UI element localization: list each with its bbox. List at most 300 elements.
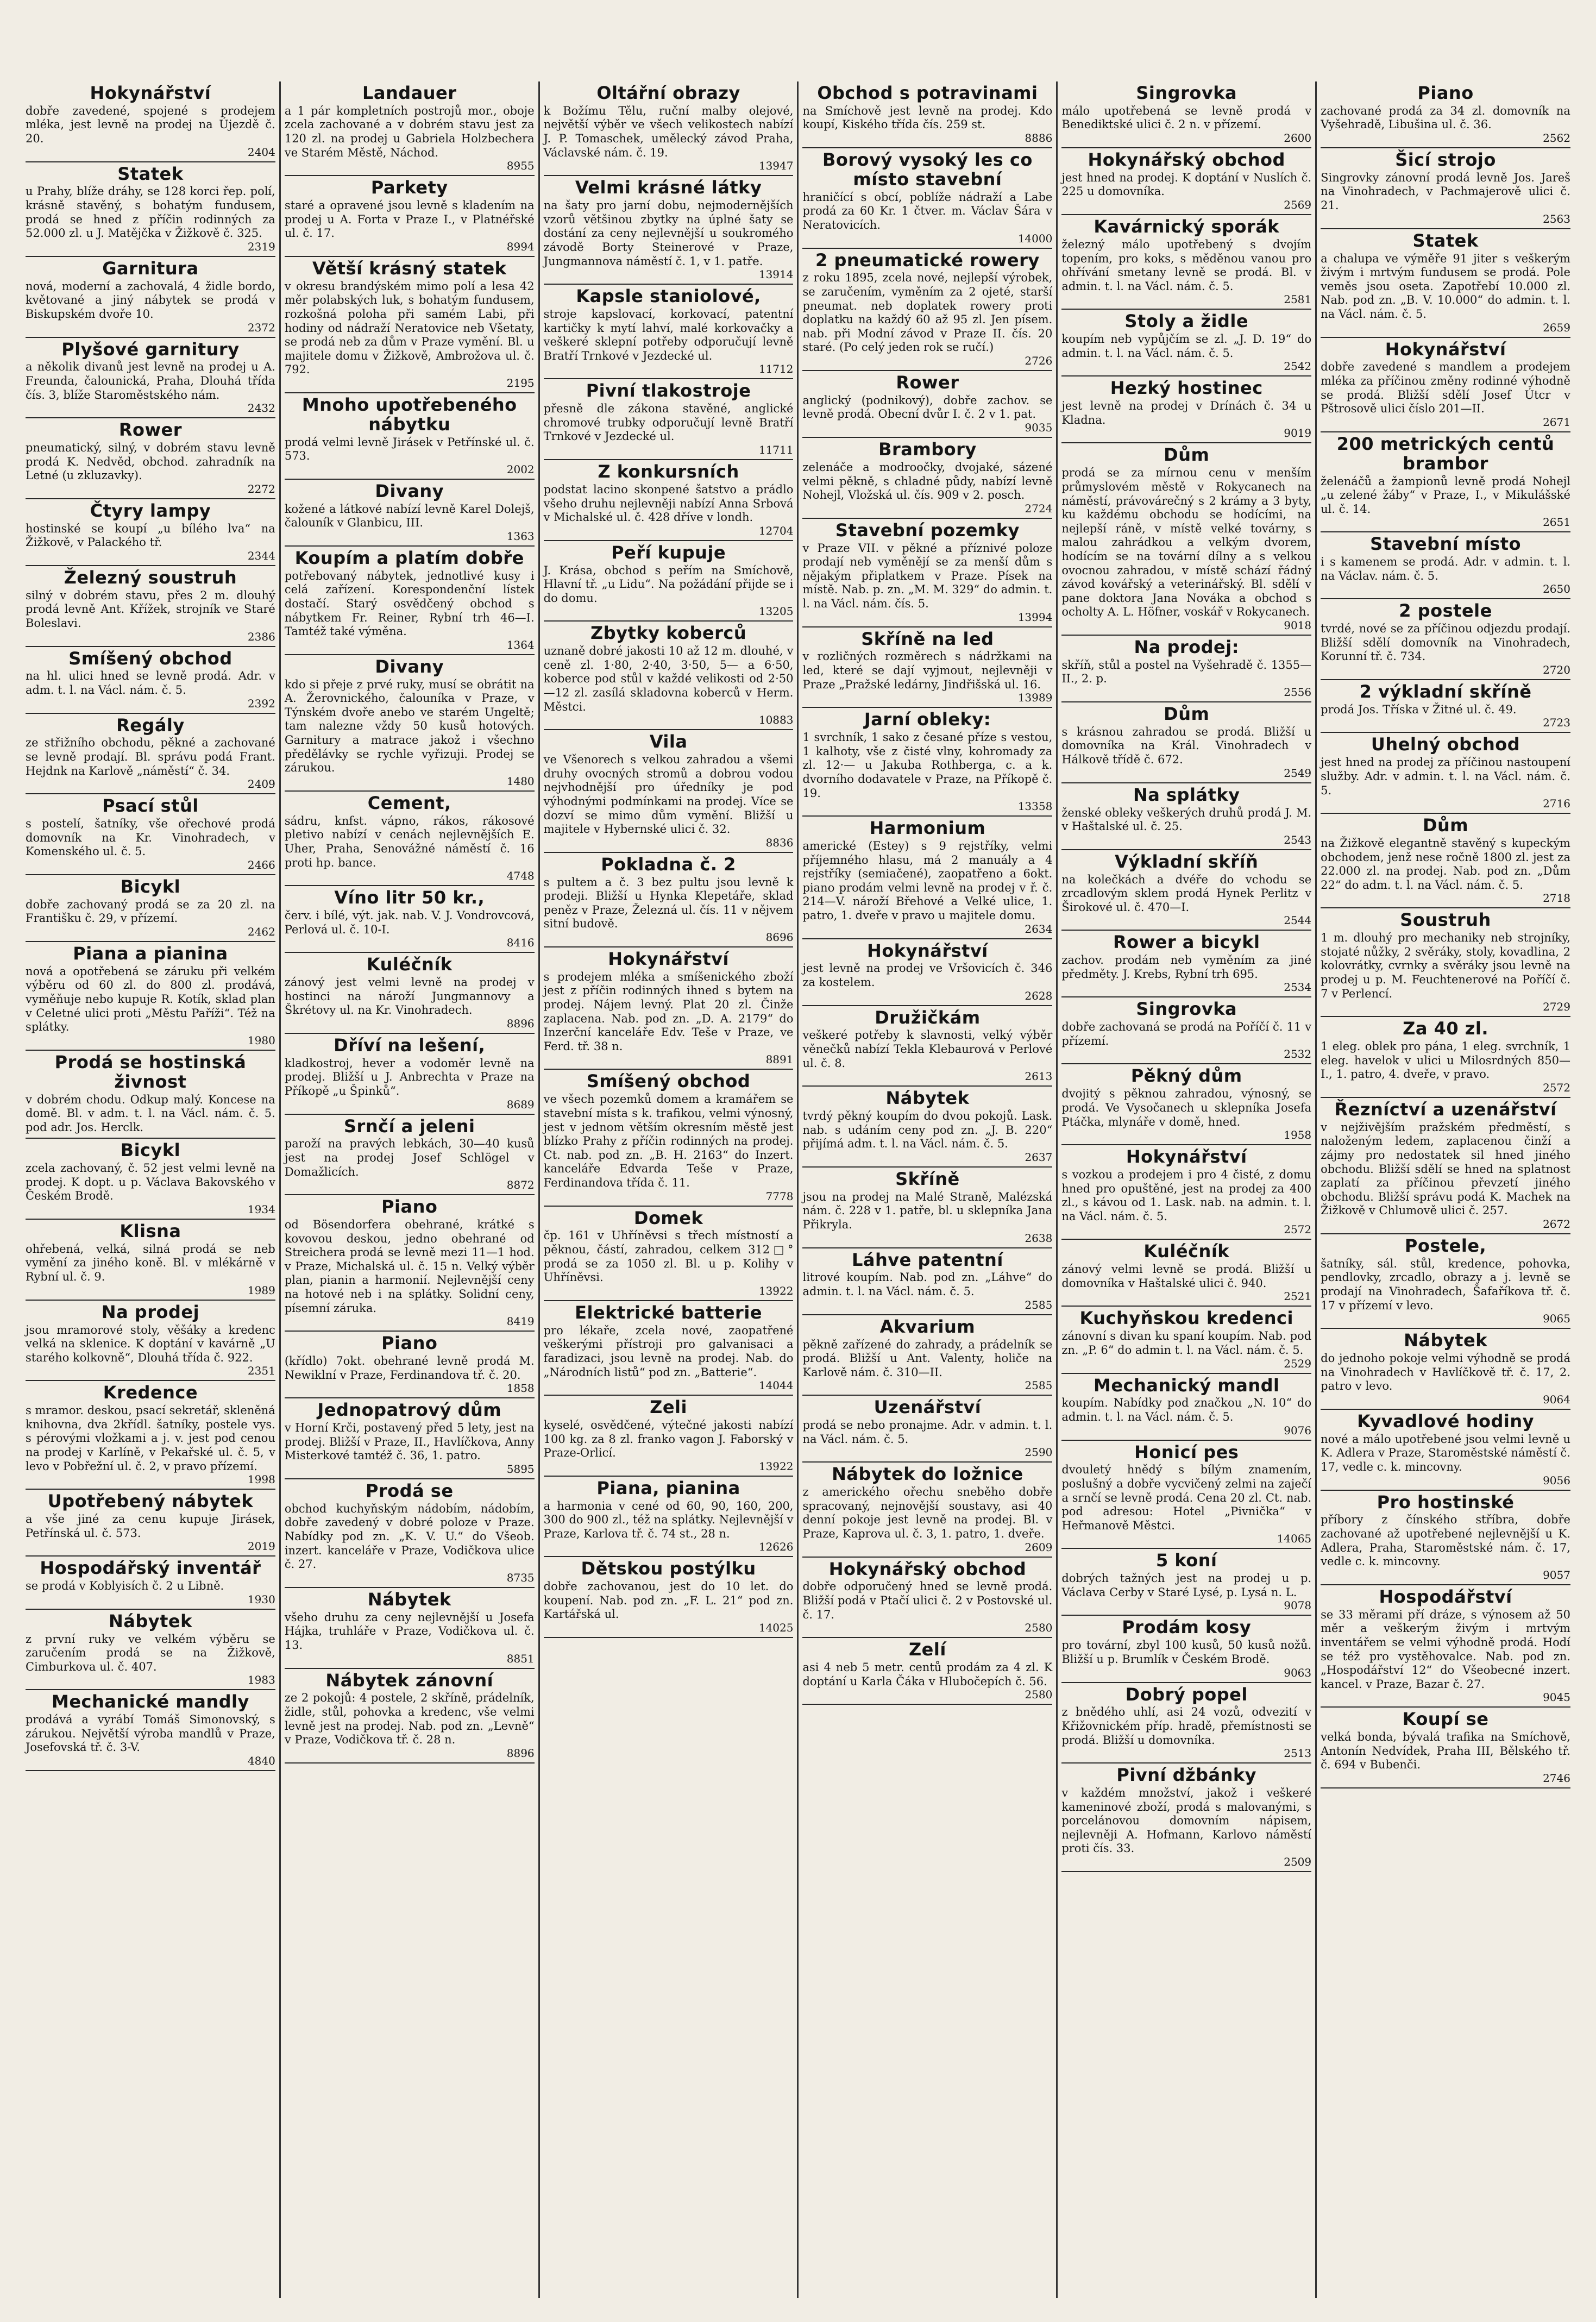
classified-ad	[285, 886, 535, 953]
ad-title: Dům	[1422, 815, 1469, 836]
ad-number: 2580	[1025, 1688, 1053, 1702]
classified-columns	[22, 81, 1574, 2298]
ad-body: v rozličných rozměrech s nádržkami na led, které se dají vyjmout, nejlevněji v Praze „Pražské ledárny, Jindřišská ul. 16.	[802, 650, 1053, 691]
ad-title: Bicykl	[120, 1140, 181, 1161]
ad-number: 2572	[1284, 1223, 1312, 1237]
ad-title: Statek	[117, 163, 184, 184]
classified-ad	[1061, 81, 1311, 148]
ad-title: Koupím a platím dobře	[294, 547, 524, 568]
classified-ad	[1321, 1017, 1570, 1098]
ad-title: Kuléčník	[366, 954, 453, 975]
ad-body: jest hned na prodej. K doptání v Nuslích č. 225 u domovníka.	[1061, 171, 1312, 198]
ad-title: Bicykl	[120, 876, 181, 897]
ad-number: 2392	[247, 696, 275, 710]
ad-number: 2716	[1543, 797, 1570, 811]
ad-body: kdo si přeje z prvé ruky, musí se obrátit na A. Žerovnického, čalouníka v Praze, v Týnském dvoře anebo ve starém Ungeltě; tam nalezne vždy 50 kusů hotových. Garnitury a matrace jakož i všechno předělávky se rychle vyřizuji. Prodej se zárukou.	[284, 677, 535, 775]
ad-number: 14065	[1277, 1532, 1312, 1546]
ad-body: podstat lacino skonpené šatstvo a prádlo všeho druhu nejlevněji nabízí Anna Srbová v Michalské ul. č. 428 dříve v londh.	[543, 482, 794, 524]
ad-title: Nábytek do ložnice	[832, 1464, 1023, 1485]
classified-ad	[1061, 1616, 1311, 1683]
classified-ad	[1321, 1098, 1570, 1234]
ad-title: Stoly a židle	[1124, 311, 1249, 332]
ad-title: Hokynářský obchod	[828, 1558, 1027, 1579]
classified-ad	[802, 438, 1052, 519]
ad-title: Harmonium	[869, 818, 986, 839]
ad-title: Šicí strojo	[1395, 149, 1496, 171]
classified-ad	[802, 249, 1052, 371]
classified-ad	[1321, 148, 1570, 229]
classified-ad	[544, 1477, 794, 1558]
classified-ad	[544, 622, 794, 730]
ad-number: 2634	[1025, 922, 1053, 936]
classified-ad	[1321, 1491, 1570, 1585]
classified-ad	[1061, 1374, 1311, 1441]
ad-number: 2549	[1284, 766, 1312, 780]
classified-ad	[285, 953, 535, 1034]
ad-title: Dům	[1164, 444, 1210, 466]
ad-title: Smíšený obchod	[68, 648, 233, 669]
ad-title: Kyvadlové hodiny	[1357, 1410, 1534, 1432]
classified-ad	[1061, 1307, 1311, 1373]
ad-body: koupím. Nabídky pod značkou „N. 10“ do admin. t. l. na Václ. nám. č. 5.	[1061, 1396, 1312, 1423]
classified-ad	[802, 1168, 1052, 1248]
classified-ad	[26, 418, 275, 499]
classified-ad	[26, 1381, 275, 1490]
classified-ad	[26, 81, 275, 162]
ad-title: Kuléčník	[1143, 1241, 1230, 1262]
ad-title: Landauer	[362, 83, 457, 103]
ad-title: Uzenářství	[874, 1397, 982, 1418]
classified-ad	[544, 1396, 794, 1477]
ad-title: Pěkný dům	[1130, 1065, 1242, 1087]
ad-title: 2 postele	[1399, 600, 1492, 622]
ad-body: na šaty pro jarní dobu, nejmodernějších vzorů většinou zbytky na úplné šaty se dostání za ceny nejlevnější u soukromého závodě Borty Steinerové v Praze, Jungmannova náměstí č. 1, v 1. patře.	[543, 199, 794, 268]
ad-body: J. Krása, obchod s peřím na Smíchově, Hlavní tř. „u Lidu“. Na požádání přijde se i do domu.	[543, 563, 794, 605]
ad-body: 1 eleg. oblek pro pána, 1 eleg. svrchník, 1 eleg. havelok v ulici u Milosrdných 850—I., 1. patro, 4. dveře, v pravo.	[1321, 1040, 1570, 1081]
ad-number: 2718	[1543, 892, 1570, 905]
ad-number: 2532	[1284, 1047, 1312, 1061]
ad-body: červ. i bílé, výt. jak. nab. V. J. Vondrovcová, Perlová ul. č. 10-I.	[284, 909, 535, 936]
ad-body: 1 m. dlouhý pro mechaniky neb strojníky, stojaté nůžky, 2 svěráky, stoly, kovadlina, 2 kolovrátky, cvrnky a svěráky jsou levně na prodej u p. M. Feuchtenerové na Poříčí č. 7 v Perlencí.	[1321, 931, 1570, 1000]
ad-title: Elektrické batterie	[575, 1302, 762, 1323]
ad-body: na hl. ulici hned se levně prodá. Adr. v adm. t. l. na Václ. nám. č. 5.	[26, 669, 275, 697]
ad-number: 13358	[1017, 800, 1053, 813]
ad-body: z první ruky ve velkém výběru se zaručením prodá se na Žižkově, Cimburkova ul. č. 407.	[26, 1632, 275, 1673]
ad-number: 2319	[247, 240, 275, 253]
classified-ad	[802, 1558, 1052, 1639]
ad-number: 2672	[1543, 1218, 1570, 1231]
ad-number: 9019	[1284, 426, 1312, 440]
ad-body: dobře zachovaná se prodá na Poříčí č. 11 v přízemí.	[1061, 1020, 1312, 1047]
ad-number: 2404	[247, 145, 275, 159]
ad-body: všeho druhu za ceny nejlevnější u Josefa Hájka, truhláře v Praze, Vodičkova ul. č. 13.	[284, 1610, 535, 1652]
ad-number: 14025	[758, 1621, 794, 1635]
classified-ad	[285, 547, 535, 655]
ad-body: prodává a vyrábí Tomáš Simonovský, s zárukou. Největší výroba mandlů v Praze, Josefovská tř. č. 3-V.	[26, 1713, 275, 1754]
ad-number: 1858	[506, 1382, 535, 1395]
ad-title: Piana, pianina	[596, 1477, 740, 1498]
ad-number: 8836	[765, 836, 794, 849]
ad-number: 8886	[1025, 131, 1053, 145]
ad-title: Řezníctví a uzenářství	[1334, 1099, 1557, 1120]
ad-body: s prodejem mléka a smíšenického zboží jest z příčin rodinných ihned s bytem na prodej. Nájem levný. Plat 20 zl. Činže zaplacena. Nab. pod zn. „D. A. 2179“ do Inzerční kanceláře Edv. Teše v Praze, ve Ferd. tř. 38 n.	[543, 970, 794, 1053]
ad-number: 2671	[1543, 415, 1570, 429]
ad-body: jest levně na prodej ve Vršovicích č. 346 za kostelem.	[802, 962, 1053, 989]
classified-ad	[802, 627, 1052, 708]
ad-number: 14000	[1017, 231, 1053, 245]
classified-ad	[802, 1087, 1052, 1168]
ad-number: 2432	[247, 401, 275, 415]
ad-title: Prodám kosy	[1122, 1617, 1252, 1638]
classified-ad	[1061, 215, 1311, 310]
ad-body: kožené a látkové nabízí levně Karel Dolejš, čalouník v Glanbicu, III.	[284, 502, 535, 530]
classified-column	[540, 81, 799, 2298]
ad-body: koupím neb vypůjčím se zl. „J. D. 19“ do admin. t. l. na Václ. nám. č. 5.	[1061, 332, 1312, 360]
ad-body: pro lékaře, zcela nové, zaopatřené veškerými přístroji pro galvanisaci a faradizaci, jsou levně na prodej. Nab. do „Národních listů“ pod zn. „Batterie“.	[543, 1323, 794, 1379]
ad-body: staré a opravené jsou levně s kladením na prodej u A. Forta v Praze I., v Platnéřské ul. č. 17.	[284, 199, 535, 240]
ad-title: Hokynářský obchod	[1088, 149, 1285, 171]
ad-body: velká bonda, bývalá trafika na Smíchově, Antonín Nedvídek, Praha III, Bělského tř. č. 694 v Bubenči.	[1321, 1730, 1570, 1772]
ad-title: Divany	[375, 480, 444, 501]
ad-body: s vozkou a prodejem i pro 4 čisté, z domu hned pro opuštěné, jest na prodej za 400 zl., s kávou od 1. Lask. nab. na admin. t. l. na Václ. nám. č. 5.	[1061, 1168, 1312, 1223]
classified-ad	[544, 176, 794, 285]
ad-number: 1983	[247, 1673, 275, 1687]
classified-ad	[802, 1006, 1052, 1087]
ad-body: dvojitý s pěknou zahradou, výnosný, se prodá. Ve Vysočanech u sklepníka Josefa Ptáčka, mlynáře v domě, hned.	[1061, 1087, 1312, 1128]
ad-body: s postelí, šatníky, vše ořechové prodá domovník na Kr. Vinohradech, v Komenského ul. č. 5.	[26, 817, 275, 858]
ad-number: 13922	[758, 1459, 794, 1473]
ad-title: Oltářní obrazy	[596, 83, 740, 103]
ad-number: 1363	[506, 529, 535, 543]
classified-ad	[1321, 81, 1570, 148]
classified-ad	[802, 81, 1052, 148]
ad-number: 8994	[506, 240, 535, 253]
classified-ad	[26, 1690, 275, 1771]
ad-title: Piano	[381, 1196, 438, 1218]
ad-body: dobře zachovanou, jest do 10 let. do koupení. Nab. pod zn. „F. L. 21“ pod zn. Kartářská ul.	[543, 1580, 794, 1621]
ad-body: prodá se za mírnou cenu v menším průmyslovém městě v Rokycanech na náměstí, právovárečný s 2 krámy a 3 byty, ku každému obchodu se hodícími, na nejlepší ráně, v místě velké továrny, s malou zahrádkou a velkým dvorem, hodícím se na tovární dílny a s velkou ovocnou zahradou, v místě schází řádný závod kovářský a veterinářský. Bl. sdělí v pane doktora Jana Nováka a obchod s ocholty A. L. Höfner, voskář v Rokycanech.	[1061, 466, 1312, 619]
ad-body: ženské obleky veškerých druhů prodá J. M. v Haštalské ul. č. 25.	[1061, 806, 1312, 833]
classified-ad	[1321, 229, 1570, 338]
ad-number: 2628	[1025, 989, 1053, 1002]
ad-body: v dobrém chodu. Odkup malý. Koncese na domě. Bl. v adm. t. l. na Václ. nám. č. 5. pod adr. Jos. Herclk.	[26, 1093, 275, 1134]
classified-ad	[544, 853, 794, 947]
classified-ad	[26, 162, 275, 257]
ad-title: Prodá se	[365, 1480, 454, 1501]
ad-body: prodá se nebo pronajme. Adr. v admin. t. l. na Václ. nám. č. 5.	[802, 1419, 1053, 1446]
classified-ad	[285, 480, 535, 547]
ad-body: hostinské se koupí „u bílého lva“ na Žižkově, v Palackého tř.	[26, 522, 275, 549]
ad-title: Hospodářský inventář	[40, 1558, 261, 1579]
classified-ad	[802, 371, 1052, 438]
ad-number: 2534	[1284, 981, 1312, 994]
ad-body: čp. 161 v Uhříněvsi s třech místností a pěknou, částí, zahradou, celkem 312□° prodá se za 1050 zl. Bl. u p. Kolihy v Uhříněvsi.	[543, 1229, 794, 1284]
ad-body: se prodá v Koblyisích č. 2 u Libně.	[26, 1579, 224, 1593]
ad-title: Brambory	[878, 439, 977, 460]
ad-title: Singrovka	[1136, 999, 1237, 1020]
classified-ad	[1321, 1329, 1570, 1410]
ad-number: 1930	[247, 1592, 275, 1606]
ad-title: Stavební místo	[1370, 534, 1522, 555]
ad-title: Kapsle staniolové,	[576, 286, 761, 307]
ad-title: Dům	[1164, 704, 1210, 725]
classified-ad	[1061, 1145, 1311, 1240]
ad-body: asi 4 neb 5 metr. centů prodám za 4 zl. K doptání u Karla Čáka v Hlubočepích č. 56.	[802, 1661, 1053, 1688]
ad-body: málo upotřebená se levně prodá v Benediktské ulici č. 2 n. v přízemí.	[1061, 104, 1312, 131]
ad-number: 8419	[506, 1315, 535, 1328]
ad-number: 2581	[1284, 293, 1312, 306]
ad-title: Obchod s potravinami	[817, 83, 1038, 103]
classified-ad	[1061, 850, 1311, 931]
ad-number: 4840	[247, 1754, 275, 1767]
ad-body: uznaně dobré jakosti 10 až 12 m. dlouhé, v ceně zl. 1·80, 2·40, 3·50, 5— a 6·50, koberce pod stůl v každé velikosti od 2·50—12 zl. zasílá skladovna koberců v Herm. Městci.	[543, 644, 794, 713]
ad-body: zcela zachovaný, č. 52 jest velmi levně na prodej. K dopt. u p. Václava Bakovského v Českém Brodě.	[26, 1162, 275, 1203]
ad-title: Železný soustruh	[64, 567, 237, 588]
ad-body: dobře zavedené, spojené s prodejem mléka, jest levně na prodej na Újezdě č. 20.	[26, 104, 275, 146]
ad-body: veškeré potřeby k slavnosti, velký výběr věnečků nabízí Tekla Klebaurová v Perlové ul. č. 8.	[802, 1028, 1053, 1070]
ad-title: Zeli	[650, 1397, 687, 1418]
classified-ad	[1321, 1585, 1570, 1708]
ad-title: Zelí	[908, 1639, 946, 1660]
classified-ad	[285, 1195, 535, 1332]
ad-number: 9078	[1284, 1599, 1312, 1612]
ad-body: jsou mramorové stoly, věšáky a kredenc velká na sklenice. K doptání v kavárně „U starého kolkovně“, Dlouhá třída č. 922.	[26, 1323, 275, 1364]
classified-ad	[26, 1610, 275, 1691]
classified-ad	[1321, 680, 1570, 733]
ad-title: Láhve patentní	[852, 1249, 1003, 1270]
classified-ad	[26, 1139, 275, 1220]
ad-body: dobrých tažných jest na prodej u p. Václava Cerby v Staré Lysé, p. Lysá n. L.	[1061, 1572, 1312, 1599]
classified-ad	[802, 1638, 1052, 1705]
ad-title: Uhelný obchod	[1371, 734, 1520, 755]
ad-title: Čtyry lampy	[90, 500, 211, 521]
ad-body: zánovní s divan ku spaní koupím. Nab. pod zn. „P. 6“ do admin t. l. na Václ. nám. č. 5.	[1061, 1329, 1312, 1357]
ad-title: Rower	[118, 419, 182, 441]
ad-body: a harmonia v cené od 60, 90, 160, 200, 300 do 900 zl., též na splátky. Nejlevnější v Praze, Karlova tř. č. 74 st., 28 n.	[543, 1499, 794, 1540]
ad-number: 13947	[758, 159, 794, 173]
ad-number: 2513	[1284, 1747, 1312, 1760]
classified-ad	[544, 81, 794, 176]
ad-number: 9063	[1284, 1666, 1312, 1679]
ad-body: příbory z čínského stříbra, dobře zachované až upotřebené nejlevnější u K. Adlera, Praha, Staroměstské nám. č. 17, vedle c. k. mincovny.	[1321, 1513, 1570, 1568]
ad-body: jest hned na prodej za příčinou nastoupení služby. Adr. v admin. t. l. na Václ. nám. č. 5.	[1321, 756, 1570, 797]
classified-ad	[802, 519, 1052, 627]
classified-ad	[544, 947, 794, 1070]
ad-number: 2529	[1284, 1357, 1312, 1370]
ad-number: 11711	[758, 443, 794, 457]
ad-number: 2651	[1543, 516, 1570, 529]
classified-ad	[1321, 338, 1570, 432]
ad-body: hraničící s obcí, poblíže nádraží a Labe prodá za 60 Kr. 1 čtver. m. Václav Šára v Neratovicích.	[802, 190, 1053, 231]
ad-title: Na prodej:	[1134, 636, 1239, 657]
ad-title: Borový vysoký les co místo stavební	[822, 149, 1033, 190]
ad-body: zánový jest velmi levně na prodej v hostinci na nároží Jungmannovy a Škrétovy ul. na Kr. Vinohradech.	[284, 976, 535, 1017]
classified-ad	[26, 499, 275, 566]
classified-ad	[1321, 908, 1570, 1017]
classified-ad	[544, 460, 794, 541]
ad-body: kyselé, osvědčené, výtečné jakosti nabízí 100 kg. za 8 zl. franko vagon J. Faborský v Praze-Orlicí.	[543, 1418, 794, 1460]
ad-number: 2543	[1284, 833, 1312, 846]
classified-column	[799, 81, 1058, 2298]
classified-ad	[1061, 310, 1311, 376]
classified-ad	[544, 1557, 794, 1638]
ad-body: zánový velmi levně se prodá. Bližší u domovníka v Haštalské ulici č. 940.	[1061, 1263, 1312, 1290]
ad-number: 11712	[758, 362, 794, 376]
ad-title: Nábytek	[1404, 1330, 1488, 1351]
classified-ad	[802, 939, 1052, 1006]
ad-title: Koupí se	[1402, 1709, 1489, 1730]
ad-number: 2613	[1025, 1070, 1053, 1083]
ad-body: ze 2 pokojů: 4 postele, 2 skříně, prádelník, židle, stůl, pohovka a kredenc, vše velmi levně jest na prodej. Nab. pod zn. „Levně“ v Praze, Vodičkova tř. č. 28 n.	[284, 1691, 535, 1747]
ad-body: pro tovární, zbyl 100 kusů, 50 kusů nožů. Bližší u p. Brumlík v Českém Brodě.	[1061, 1639, 1312, 1666]
ad-body: nové a málo upotřebené jsou velmi levně u K. Adlera v Praze, Staroměstské náměstí č. 17, vedle c. k. mincovny.	[1321, 1432, 1570, 1473]
classified-ad	[285, 655, 535, 792]
ad-title: Hokynářství	[1126, 1146, 1247, 1168]
ad-number: 2723	[1543, 716, 1570, 730]
ad-title: Hospodářství	[1379, 1586, 1512, 1607]
classified-ad	[1061, 1764, 1311, 1872]
ad-title: Pro hostinské	[1377, 1491, 1515, 1513]
ad-title: Dětskou postýlku	[581, 1558, 756, 1579]
classified-ad	[1061, 1240, 1311, 1307]
ad-number: 1998	[247, 1473, 275, 1486]
ad-number: 8896	[506, 1746, 535, 1760]
ad-body: dobře zachovaný prodá se za 20 zl. na Františku č. 29, v přízemí.	[26, 898, 275, 925]
ad-body: nová a opotřebená se záruku při velkém výběru od 60 zl. do 800 zl. prodává, vyměňuje nebo kupuje R. Kotík, sklad plan v Celetné ulici proti „Městu Paříži“. Též na splátky.	[26, 964, 275, 1034]
ad-body: prodá Jos. Tříska v Žitné ul. č. 49.	[1321, 702, 1517, 716]
ad-number: 2562	[1543, 131, 1570, 145]
ad-body: k Božímu Tělu, ruční malby olejové, největší výběr ve všech velikostech nabízí J. P. Tomaschek, umělecký závod Praha, Václavské nám. č. 19.	[543, 104, 794, 159]
ad-title: Prodá se hostinská živnost	[54, 1051, 247, 1092]
ad-body: dobře odporučený hned se levně prodá. Bližší podá v Ptačí ulici č. 2 v Postovské ul. č. 17.	[802, 1580, 1053, 1621]
ad-body: pneumatický, silný, v dobrém stavu levně prodá K. Nedvěd, obchod. zahradník na Letné (u zkluzavky).	[26, 441, 275, 482]
ad-body: se 33 měrami pří dráze, s výnosem až 50 měr a veškerým živým i mrtvým inventářem se velmi výhodně prodá. Hodí se též pro vystěhovalce. Nab. pod zn. „Hospodářství 12“ do Všeobecné inzert. kancel. v Praze, Bazar č. 27.	[1321, 1608, 1570, 1691]
classified-ad	[26, 338, 275, 419]
ad-body: a vše jiné za cenu kupuje Jirásek, Petřínská ul. č. 573.	[26, 1513, 275, 1540]
ad-number: 2729	[1543, 1000, 1570, 1014]
ad-number: 7778	[765, 1189, 794, 1203]
ad-body: obchod kuchyňským nádobím, nádobím, dobře zavedený v dobré poloze v Praze. Nabídky pod zn. „K. V. U.“ do Všeob. inzert. kanceláře v Praze, Vodičkova ulice č. 27.	[284, 1502, 535, 1571]
classified-ad	[285, 1332, 535, 1398]
ad-body: v okresu brandýském mimo polí a lesa 42 měr polabských luk, s bohatým fundusem, rozkošná poloha při samém Labi, při hodiny od nádraží Neratovice neb Všetaty, se prodá neb za dům v Praze vymění. Bl. u majitele domu v Žižkově, Ambrožova ul. č. 792.	[284, 279, 535, 376]
ad-body: a chalupa ve výměře 91 jiter s veškerým živým i mrtvým fundusem se prodá. Pole veměs jsou oseta. Zapotřebí 10.000 zl. Nab. pod zn. „B. V. 10.000“ do admin. t. l. na Václ. nám. č. 5.	[1321, 252, 1570, 321]
ad-body: železný málo upotřebený s dvojím topením, pro koks, s měděnou vanou pro ohřívání smetany levně se prodá. Bl. v admin. t. l. na Václ. nám. č. 5.	[1061, 237, 1312, 293]
ad-number: 2556	[1284, 686, 1312, 699]
ad-number: 2720	[1543, 663, 1570, 677]
classified-ad	[26, 566, 275, 647]
classified-ad	[1321, 1410, 1570, 1491]
ad-title: Kredence	[103, 1382, 198, 1403]
ad-title: 5 koní	[1155, 1550, 1217, 1571]
ad-body: kladkostroj, hever a vodoměr levně na prodej. Bližší u J. Anbrechta v Praze na Příkopě „u Špinků“.	[284, 1056, 535, 1097]
classified-ad	[285, 1115, 535, 1196]
ad-body: ohřebená, velká, silná prodá se neb vymění za jiného koně. Bl. v mlékárně v Rybní ul. č. 9.	[26, 1242, 275, 1284]
ad-number: 2724	[1025, 501, 1053, 515]
ad-number: 2600	[1284, 131, 1312, 145]
ad-title: Regály	[116, 714, 185, 736]
ad-number: 2521	[1284, 1290, 1312, 1303]
ad-number: 2585	[1025, 1298, 1053, 1311]
ad-number: 2272	[247, 482, 275, 495]
classified-ad	[26, 1051, 275, 1139]
ad-title: Smíšený obchod	[586, 1071, 751, 1092]
ad-title: Srnčí a jeleni	[343, 1115, 475, 1137]
classified-ad	[26, 257, 275, 338]
ad-body: pěkně zařízené do zahrady, a prádelník se prodá. Bližší u Ant. Valenty, holiče na Karlově nám. č. 310—II.	[802, 1338, 1053, 1379]
ad-number: 8735	[506, 1571, 535, 1584]
ad-body: skříň, stůl a postel na Vyšehradě č. 1355—II., 2. p.	[1061, 658, 1312, 686]
ad-title: Jarní obleky:	[864, 709, 991, 730]
ad-number: 8872	[506, 1178, 535, 1192]
classified-ad	[802, 1315, 1052, 1396]
classified-ad	[285, 1669, 535, 1764]
ad-title: Parkety	[370, 177, 448, 198]
ad-body: tvrdý pěkný koupím do dvou pokojů. Lask. nab. s udáním ceny pod zn. „J. B. 220“ přijímá adm. t. l. na Václ. nám. č. 5.	[802, 1109, 1053, 1151]
ad-body: litrové koupím. Nab. pod zn. „Láhve“ do admin. t. l. na Václ. nám. č. 5.	[802, 1271, 1053, 1298]
classified-ad	[544, 1070, 794, 1206]
classified-ad	[1321, 432, 1570, 532]
classified-ad	[544, 541, 794, 622]
classified-ad	[1061, 1549, 1311, 1616]
ad-title: Postele,	[1404, 1235, 1487, 1257]
ad-number: 13205	[758, 605, 794, 618]
ad-title: Nábytek	[885, 1088, 970, 1109]
classified-ad	[26, 1220, 275, 1301]
ad-body: silný v dobrém stavu, přes 2 m. dlouhý prodá levně Ant. Křížek, strojník ve Staré Boleslavi.	[26, 588, 275, 630]
ad-body: šatníky, sál. stůl, kredence, pohovka, pendlovky, zrcadlo, obrazy a j. levně se prodají na Vinohradech, Šafaříkova tř. č. 17 v přízemí v levo.	[1321, 1257, 1570, 1312]
classified-ad	[802, 1248, 1052, 1315]
ad-title: Nábytek zánovní	[325, 1670, 494, 1691]
ad-title: Soustruh	[1400, 909, 1491, 931]
ad-number: 2344	[247, 549, 275, 562]
ad-title: Hezký hostinec	[1110, 378, 1263, 399]
ad-number: 2650	[1543, 582, 1570, 596]
ad-number: 2462	[247, 925, 275, 938]
classified-ad	[1061, 443, 1311, 636]
classified-ad	[1061, 376, 1311, 443]
ad-number: 9018	[1284, 618, 1312, 632]
ad-body: Singrovky zánovní prodá levně Jos. Jareš na Vinohradech, v Pachmajerově ulici č. 21.	[1321, 171, 1570, 212]
ad-title: Jednopatrový dům	[317, 1400, 502, 1421]
classified-ad	[26, 794, 275, 875]
classified-ad	[544, 379, 794, 460]
ad-title: Mnoho upotřebeného nábytku	[301, 394, 517, 435]
ad-body: želenáčů a žampionů levně prodá Nohejl „u zelené žáby“ v Praze, I., v Mikulášské ul. č. 14.	[1321, 474, 1570, 516]
classified-ad	[26, 1557, 275, 1609]
ad-number: 2372	[247, 321, 275, 334]
classified-column	[1317, 81, 1574, 2298]
ad-body: ze střižního obchodu, pěkné a zachované se levně prodají. Bl. správu podá Frant. Hejdnk na Karlově „náměstí“ č. 34.	[26, 736, 275, 777]
ad-title: Hokynářství	[608, 949, 729, 969]
ad-title: Dobrý popel	[1125, 1684, 1248, 1705]
ad-number: 2409	[247, 777, 275, 791]
ad-body: stroje kapslovací, korkovací, patentní kartičky k mytí lahví, malé korkovačky a veškeré sklepní potřeby odporučují levně Bratří Trnkové v Jezdecké ul.	[543, 307, 794, 362]
ad-body: jest levně na prodej v Drínách č. 34 u Kladna.	[1061, 399, 1312, 426]
classified-column	[281, 81, 540, 2298]
ad-number: 12626	[758, 1540, 794, 1554]
ad-number: 13914	[758, 268, 794, 281]
ad-title: Výkladní skříň	[1115, 851, 1259, 872]
ad-number: 9035	[1025, 421, 1053, 435]
ad-number: 2746	[1543, 1772, 1570, 1785]
ad-number: 2542	[1284, 360, 1312, 373]
ad-number: 13989	[1017, 691, 1053, 705]
ad-number: 1989	[247, 1283, 275, 1297]
ad-title: Za 40 zl.	[1403, 1018, 1488, 1039]
ad-body: dobře zavedené s mandlem a prodejem mléka za příčinou změny rodinné výhodně se prodá. Bližší sdělí Josef Útcr v Pštrosově ulici číslo 201—II.	[1321, 360, 1570, 416]
ad-number: 1958	[1284, 1128, 1312, 1142]
ad-body: (křídlo) 7okt. obehrané levně prodá M. Newiklní v Praze, Ferdinandova tř. č. 20.	[284, 1354, 535, 1382]
